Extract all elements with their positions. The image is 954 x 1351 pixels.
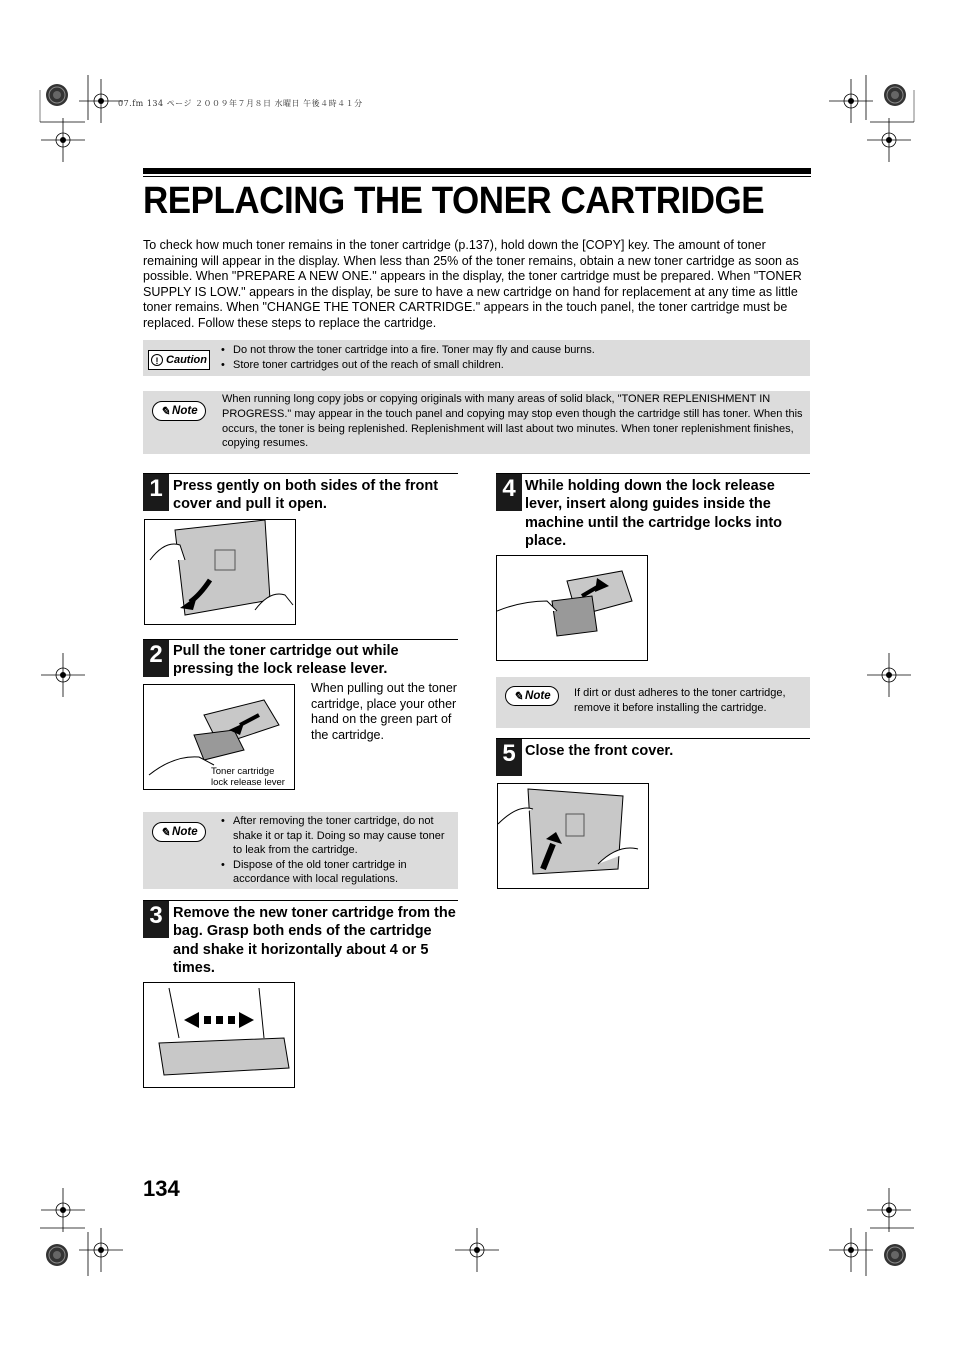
shake-cartridge-illustration [144, 983, 294, 1087]
pencil-icon: ✎ [513, 691, 524, 703]
page-number: 134 [143, 1176, 180, 1201]
title-rule [143, 168, 811, 174]
note-text-1: When running long copy jobs or copying originals with many areas of solid black, "TONER REPLENISHMENT IN PROGRESS." may appear in the touch panel and copying may stop even though the cartridge still has toner. When this occurs, the toner is being replenished. Replenishment will last about two minutes. When toner replenishment finishes, copying resumes. [222, 393, 803, 450]
page-title: REPLACING THE TONER CARTRIDGE [143, 180, 765, 222]
step-5-text: Close the front cover. [525, 743, 674, 759]
callout-line: lock release lever [211, 776, 285, 788]
callout-line: Toner cartridge [211, 766, 275, 777]
note-2-item: • After removing the toner cartridge, do not shake it or tap it. Doing so may cause toner to leak from the cartridge. [221, 814, 453, 858]
insert-cartridge-illustration [497, 556, 647, 660]
step-4-text: While holding down the lock release lever, insert along guides inside the machine until the cartridge locks into place. [525, 478, 783, 550]
note-2-list [221, 814, 453, 887]
step-1-illustration [144, 519, 296, 625]
header-meta: 07.fm 134 ページ ２００９年７月８日 水曜日 午後４時４１分 [118, 99, 363, 108]
step-1-text: Press gently on both sides of the front cover and pull it open. [173, 478, 439, 513]
step-5-illustration [497, 783, 649, 889]
note-badge [152, 401, 206, 421]
caution-item: • Do not throw the toner cartridge into a fire. Toner may fly and cause burns. [221, 343, 801, 358]
title-rule-thin [143, 176, 811, 177]
caution-badge [148, 350, 210, 370]
exclamation-icon: ! [151, 354, 163, 366]
close-cover-illustration [498, 784, 648, 888]
caution-label: Caution [166, 354, 207, 366]
step-3-text: Remove the new toner cartridge from the bag. Grasp both ends of the cartridge and shake it horizontally about 4 or 5 times. [173, 905, 456, 977]
note-label: Note [525, 690, 551, 702]
step-4-number: 4 [496, 474, 522, 511]
pencil-icon: ✎ [160, 827, 171, 839]
step-3-illustration [143, 982, 295, 1088]
intro-paragraph: To check how much toner remains in the toner cartridge (p.137), hold down the [COPY] key. The amount of toner remaining will appear in the display. When less than 25% of the toner remains, obtain a new toner cartridge as soon as possible. When "PREPARE A NEW ONE." appears in the display, the toner cartridge must be prepared. When "TONER SUPPLY IS LOW." appears in the display, be sure to have a new cartridge on hand for replacement at any time as little toner remains. When "CHANGE THE TONER CARTRIDGE." appears in the touch panel, the toner cartridge must be replaced. Follow these steps to replace the cartridge. [143, 238, 802, 330]
step-2-side-text: When pulling out the toner cartridge, place your other hand on the green part of the cartridge. [311, 681, 457, 742]
callout-label [210, 767, 286, 788]
note-badge [505, 686, 559, 706]
note-label: Note [172, 826, 198, 838]
caution-list [221, 343, 801, 372]
front-cover-illustration [145, 520, 295, 624]
pencil-icon: ✎ [160, 406, 171, 418]
step-3-number: 3 [143, 901, 169, 938]
step-2-number: 2 [143, 640, 169, 677]
step-5-number: 5 [496, 739, 522, 776]
note-label: Note [172, 405, 198, 417]
caution-item: • Store toner cartridges out of the reach of small children. [221, 358, 801, 373]
note-text-3: If dirt or dust adheres to the toner cartridge, remove it before installing the cartridge. [574, 687, 786, 714]
step-1-number: 1 [143, 474, 169, 511]
note-2-item: • Dispose of the old toner cartridge in accordance with local regulations. [221, 858, 453, 887]
step-4-illustration [496, 555, 648, 661]
note-badge [152, 822, 206, 842]
step-2-text: Pull the toner cartridge out while pressing the lock release lever. [173, 643, 399, 678]
